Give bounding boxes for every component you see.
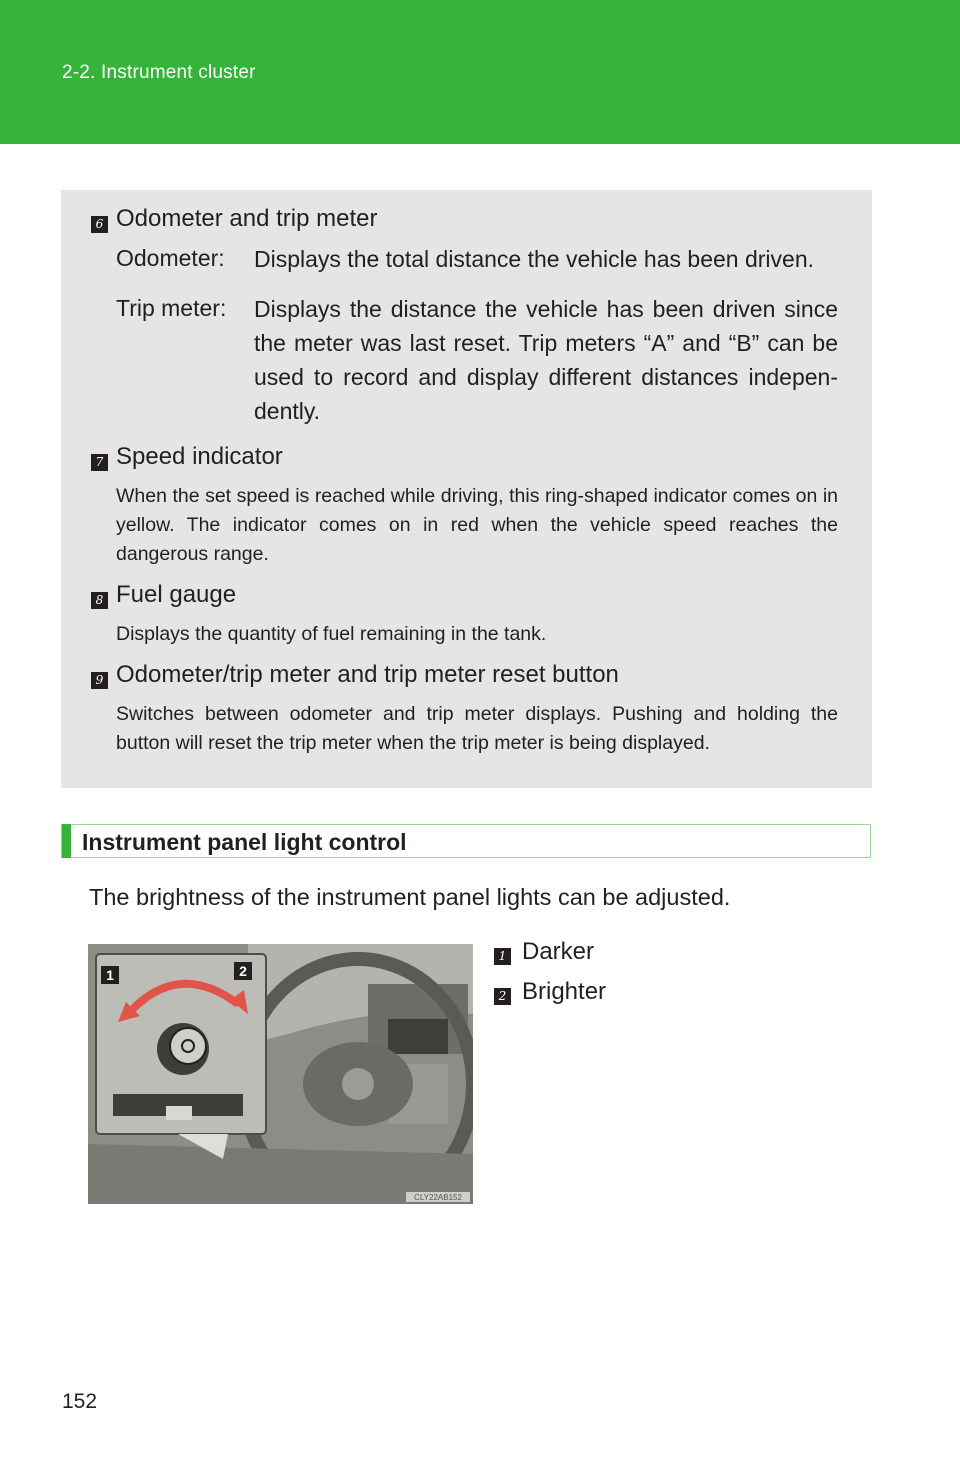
section-breadcrumb: 2-2. Instrument cluster	[62, 62, 256, 83]
item-description-speed-indicator: When the set speed is reached while driving, this ring-shaped indicator comes on in yellow. The indicator comes on in red when the vehicle speed reaches the dangerous range.	[116, 485, 838, 565]
illustration-code: CLY22AB152	[414, 1193, 462, 1202]
row-text-trip-meter: Displays the distance the vehicle has been driven since the meter was last reset. Trip meters “A” and “B” can be used to record and display different distances indepen-dently.	[254, 296, 838, 424]
row-text-odometer: Displays the total distance the vehicle has been driven.	[254, 246, 814, 272]
illustration-callout-1: 1	[106, 967, 114, 983]
legend-label-brighter: Brighter	[522, 978, 607, 1005]
item-title-odometer: Odometer and trip meter	[116, 205, 378, 232]
legend-marker-2: 2	[494, 988, 511, 1005]
section-intro: The brightness of the instrument panel lights can be adjusted.	[89, 884, 731, 910]
row-label-trip-meter: Trip meter:	[116, 295, 227, 321]
dashboard-illustration	[88, 944, 473, 1204]
page-header	[0, 0, 960, 144]
section-title: Instrument panel light control	[82, 829, 407, 855]
callout-marker-7: 7	[91, 454, 108, 471]
row-label-odometer: Odometer:	[116, 245, 225, 271]
section-heading	[61, 824, 871, 858]
illustration-callout-2: 2	[239, 963, 247, 979]
callout-marker-9: 9	[91, 672, 108, 689]
legend-marker-1: 1	[494, 948, 511, 965]
legend-label-darker: Darker	[522, 938, 595, 965]
item-title-fuel-gauge: Fuel gauge	[116, 581, 237, 608]
item-title-reset-button: Odometer/trip meter and trip meter reset button	[116, 661, 619, 688]
dashboard-photo-svg	[88, 944, 473, 1204]
item-description-reset-button: Switches between odometer and trip meter displays. Pushing and holding the button will reset the trip meter when the trip meter is being displayed.	[116, 703, 838, 754]
section-heading-bar	[62, 824, 71, 858]
item-title-speed-indicator: Speed indicator	[116, 443, 283, 470]
item-description-fuel-gauge: Displays the quantity of fuel remaining in the tank.	[116, 623, 547, 645]
page-number: 152	[62, 1390, 98, 1413]
callout-marker-6: 6	[91, 216, 108, 233]
callout-marker-8: 8	[91, 592, 108, 609]
